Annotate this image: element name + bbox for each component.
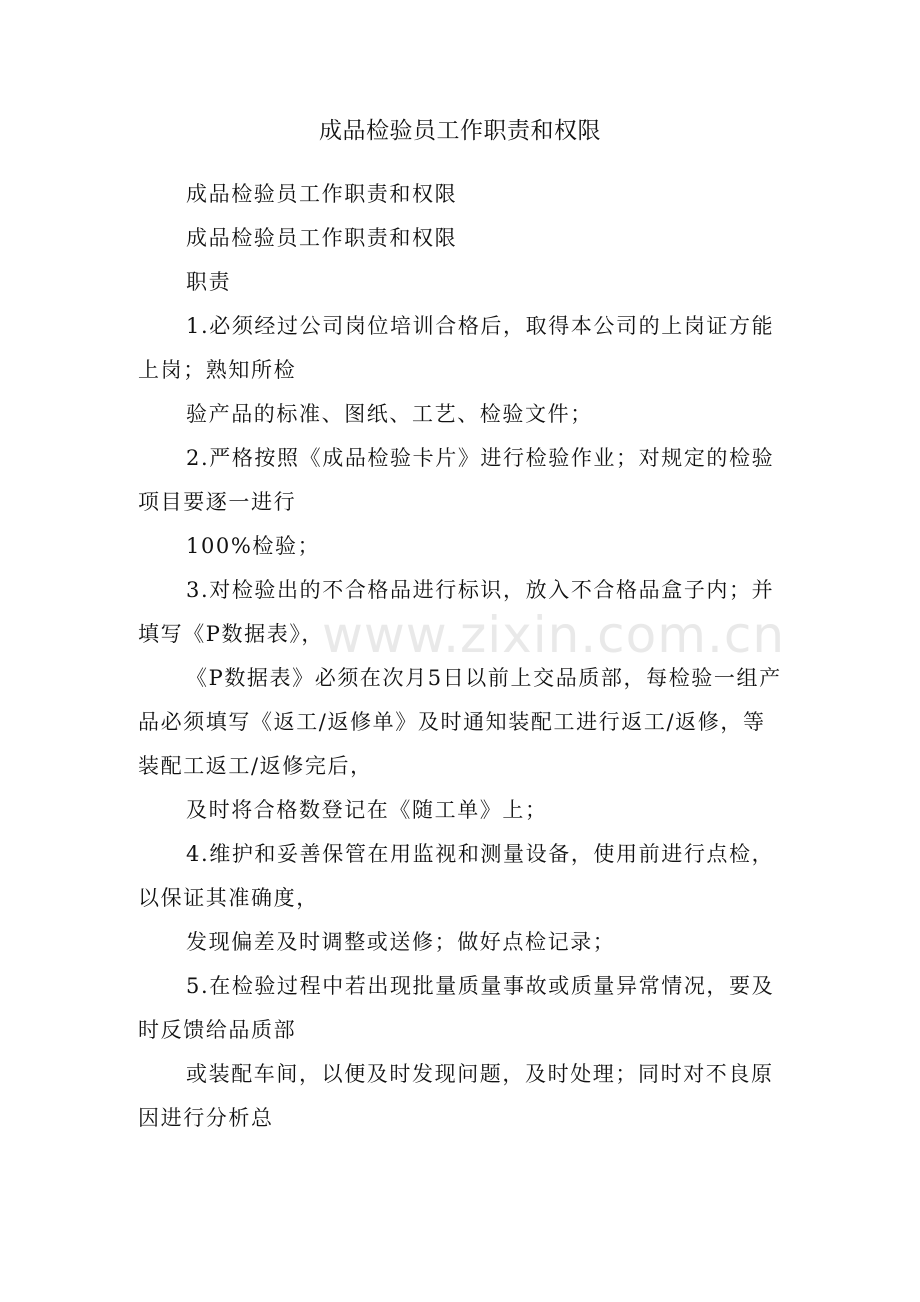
paragraph: 2.严格按照《成品检验卡片》进行检验作业；对规定的检验项目要逐一进行	[138, 446, 775, 514]
paragraph: 验产品的标准、图纸、工艺、检验文件；	[186, 402, 593, 426]
paragraph: 1.必须经过公司岗位培训合格后，取得本公司的上岗证方能上岗；熟知所检	[138, 314, 775, 382]
paragraph: 4.维护和妥善保管在用监视和测量设备，使用前进行点检，以保证其准确度，	[138, 842, 775, 910]
paragraph: 3.对检验出的不合格品进行标识，放入不合格品盒子内；并填写《P数据表》，	[138, 578, 775, 646]
watermark: www.zixin.com.cn	[322, 606, 786, 664]
paragraph: 5.在检验过程中若出现批量质量事故或质量异常情况，要及时反馈给品质部	[138, 974, 775, 1042]
paragraph: 100%检验；	[186, 534, 321, 558]
paragraph: 及时将合格数登记在《随工单》上；	[186, 798, 548, 822]
paragraph: 成品检验员工作职责和权限	[186, 226, 458, 250]
paragraph: 《P数据表》必须在次月5日以前上交品质部，每检验一组产品必须填写《返工/返修单》及时通知装配工进行返工/返修，等装配工返工/返修完后，	[138, 666, 782, 778]
paragraph: 发现偏差及时调整或送修；做好点检记录；	[186, 930, 616, 954]
document-body	[138, 172, 788, 1140]
paragraph: 成品检验员工作职责和权限	[186, 182, 458, 206]
section-heading: 职责	[186, 270, 232, 294]
document-title: 成品检验员工作职责和权限	[319, 118, 601, 144]
paragraph: 或装配车间，以便及时发现问题，及时处理；同时对不良原因进行分析总	[138, 1062, 774, 1130]
